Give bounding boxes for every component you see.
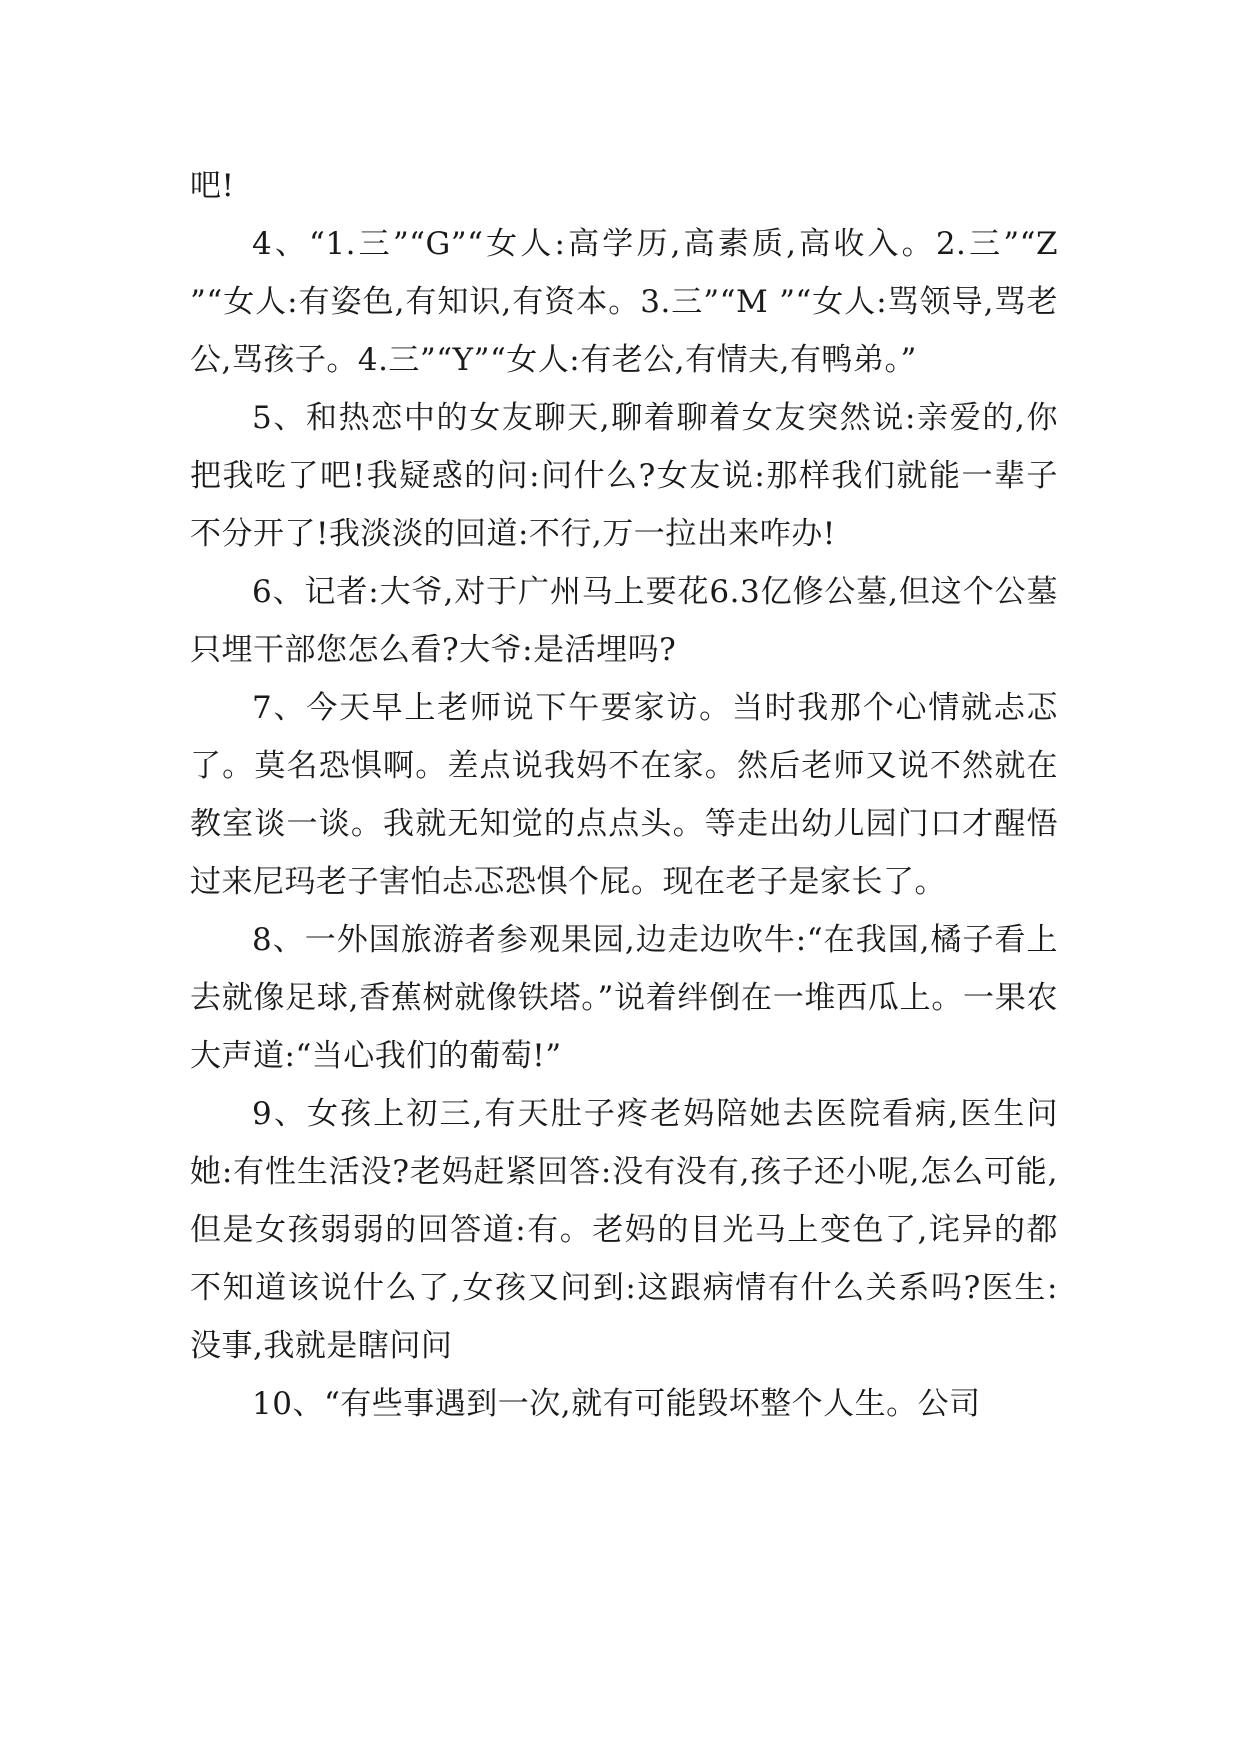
paragraph-joke-8: 8、一外国旅游者参观果园,边走边吹牛:“在我国,橘子看上去就像足球,香蕉树就像铁塔。”说着绊倒在一堆西瓜上。一果农大声道:“当心我们的葡萄!”: [190, 922, 1058, 1074]
paragraph-joke-9: 9、女孩上初三,有天肚子疼老妈陪她去医院看病,医生问她:有性生活没?老妈赶紧回答:没有没有,孩子还小呢,怎么可能,但是女孩弱弱的回答道:有。老妈的目光马上变色了,诧异的都不知道该说什么了,女孩又问到:这跟病情有什么关系吗?医生:没事,我就是瞎问问: [190, 1096, 1058, 1364]
document-body: [190, 157, 1058, 1433]
paragraph-joke-10: 10、“有些事遇到一次,就有可能毁坏整个人生。公司: [252, 1386, 981, 1422]
paragraph-joke-7: 7、今天早上老师说下午要家访。当时我那个心情就忐忑了。莫名恐惧啊。差点说我妈不在家。然后老师又说不然就在教室谈一谈。我就无知觉的点点头。等走出幼儿园门口才醒悟过来尼玛老子害怕忐忑恐惧个屁。现在老子是家长了。: [190, 690, 1058, 900]
paragraph-joke-5: 5、和热恋中的女友聊天,聊着聊着女友突然说:亲爱的,你把我吃了吧!我疑惑的问:问什么?女友说:那样我们就能一辈子不分开了!我淡淡的回道:不行,万一拉出来咋办!: [190, 400, 1058, 552]
paragraph-continuation: 吧!: [190, 168, 235, 204]
paragraph-joke-6: 6、记者:大爷,对于广州马上要花6.3亿修公墓,但这个公墓只埋干部您怎么看?大爷:是活埋吗?: [190, 574, 1058, 668]
paragraph-joke-4: 4、“1.三”“G”“女人:高学历,高素质,高收入。2.三”“Z ”“女人:有姿色,有知识,有资本。3.三”“M ”“女人:骂领导,骂老公,骂孩子。4.三”“Y”“女人:有老公,有情夫,有鸭弟。”: [190, 226, 1058, 378]
